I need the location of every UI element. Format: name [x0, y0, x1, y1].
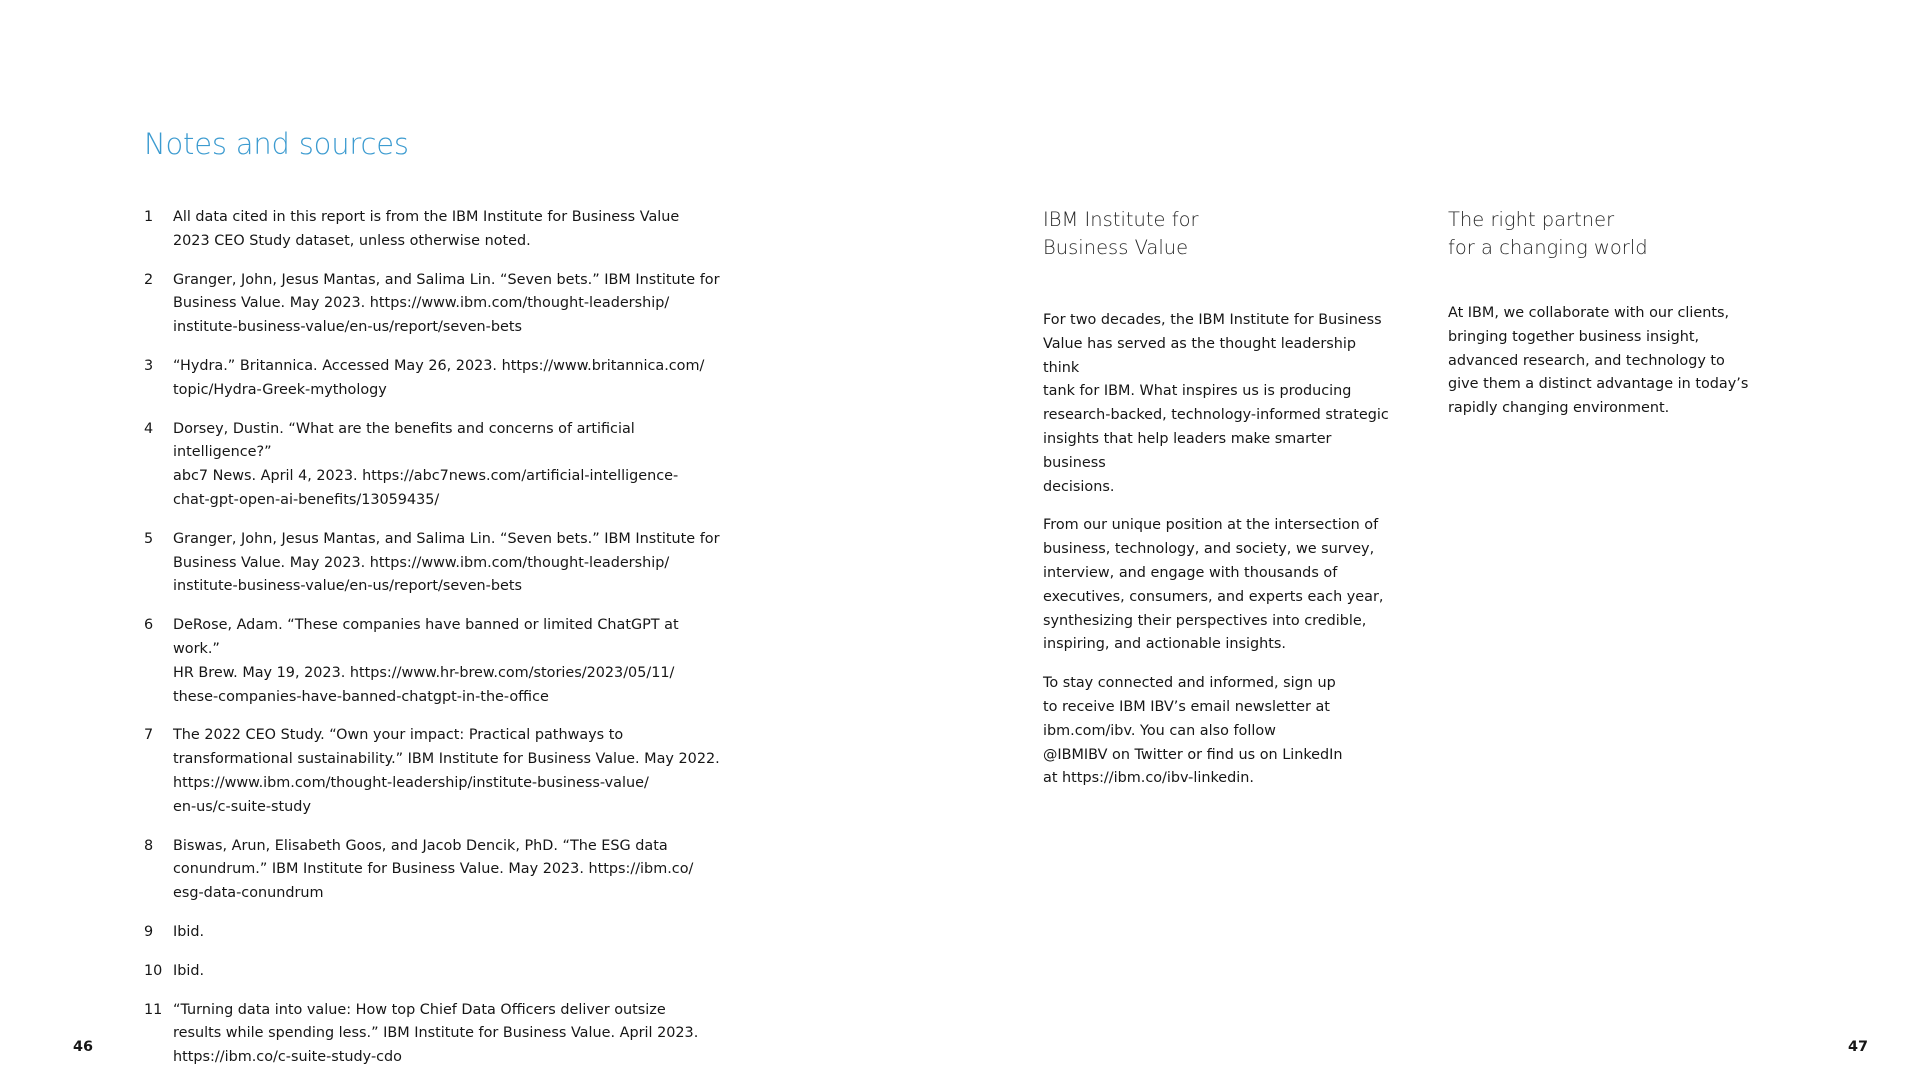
note-number: 9	[144, 923, 154, 940]
note-item	[144, 960, 724, 984]
note-text: “Hydra.” Britannica. Accessed May 26, 2023. https://www.britannica.com/ topic/Hydra-Greek-mythology	[173, 357, 705, 398]
note-number: 4	[144, 420, 154, 437]
note-text: DeRose, Adam. “These companies have banned or limited ChatGPT at work.” HR Brew. May 19, 2023. https://www.hr-brew.com/stories/2023/05/11/ these-companies-have-banned-chatgpt-in-the-office	[173, 617, 679, 705]
note-item	[144, 724, 724, 819]
note-text: The 2022 CEO Study. “Own your impact: Practical pathways to transformational sustainability.” IBM Institute for Business Value. May 2022. https://www.ibm.com/thought-leadership/institute-business-value/ en-us/c-suite-study	[173, 727, 720, 815]
partner-title: The right partner for a changing world	[1448, 208, 1648, 259]
note-text: Biswas, Arun, Elisabeth Goos, and Jacob Dencik, PhD. “The ESG data conundrum.” IBM Institute for Business Value. May 2023. https://ibm.co/ esg-data-conundrum	[173, 837, 694, 902]
note-item	[144, 528, 724, 599]
note-item	[144, 999, 724, 1070]
ibv-paragraph: To stay connected and informed, sign up to receive IBM IBV’s email newsletter at ibm.com/ibv. You can also follow @IBMIBV on Twitter or find us on LinkedIn at https://ibm.co/ibv-linkedin.	[1043, 675, 1343, 787]
note-number: 6	[144, 617, 154, 634]
notes-list	[144, 206, 724, 1080]
ibv-paragraph: For two decades, the IBM Institute for Business Value has served as the thought leadership think tank for IBM. What inspires us is producing research-backed, technology-informed strategic insights that help leaders make smarter business decisions.	[1043, 312, 1389, 495]
note-number: 8	[144, 837, 154, 854]
note-number: 11	[144, 1001, 163, 1018]
note-item	[144, 921, 724, 945]
note-item	[144, 355, 724, 403]
note-text: Ibid.	[173, 962, 205, 979]
ibv-body	[1043, 309, 1393, 791]
note-text: Granger, John, Jesus Mantas, and Salima Lin. “Seven bets.” IBM Institute for Business Value. May 2023. https://www.ibm.com/thought-leadership/ institute-business-value/en-us/report/seven-bets	[173, 530, 720, 595]
partner-section	[1448, 206, 1798, 436]
note-item	[144, 614, 724, 709]
note-number: 3	[144, 357, 154, 374]
ibv-title: IBM Institute for Business Value	[1043, 208, 1199, 259]
page-title: Notes and sources	[144, 127, 409, 161]
note-text: Ibid.	[173, 923, 205, 940]
note-item	[144, 418, 724, 513]
partner-body	[1448, 302, 1798, 421]
page-number-right: 47	[1847, 1039, 1868, 1055]
note-number: 7	[144, 727, 154, 744]
note-item	[144, 269, 724, 340]
note-number: 1	[144, 209, 154, 225]
note-text: All data cited in this report is from the IBM Institute for Business Value 2023 CEO Study dataset, unless otherwise noted.	[173, 209, 680, 249]
note-text: Granger, John, Jesus Mantas, and Salima Lin. “Seven bets.” IBM Institute for Business Value. May 2023. https://www.ibm.com/thought-leadership/ institute-business-value/en-us/report/seven-bets	[173, 271, 720, 336]
note-number: 5	[144, 530, 154, 547]
note-number: 2	[144, 271, 154, 288]
ibv-section	[1043, 206, 1393, 806]
note-item	[144, 206, 724, 254]
note-text: Dorsey, Dustin. “What are the benefits and concerns of artificial intelligence?” abc7 News. April 4, 2023. https://abc7news.com/artificial-intelligence- chat-gpt-open-ai-benefits/13059435/	[173, 420, 679, 508]
ibv-paragraph: From our unique position at the intersection of business, technology, and society, we survey, interview, and engage with thousands of executives, consumers, and experts each year, synthesizing their perspectives into credible, inspiring, and actionable insights.	[1043, 517, 1384, 653]
note-text: “Turning data into value: How top Chief Data Officers deliver outsize results while spending less.” IBM Institute for Business Value. April 2023. https://ibm.co/c-suite-study-cdo	[173, 1001, 699, 1066]
note-item	[144, 835, 724, 906]
note-number: 10	[144, 962, 163, 979]
partner-paragraph: At IBM, we collaborate with our clients, bringing together business insight, advanced research, and technology to give them a distinct advantage in today’s rapidly changing environment.	[1448, 305, 1749, 417]
page-number-left: 46	[73, 1039, 94, 1055]
